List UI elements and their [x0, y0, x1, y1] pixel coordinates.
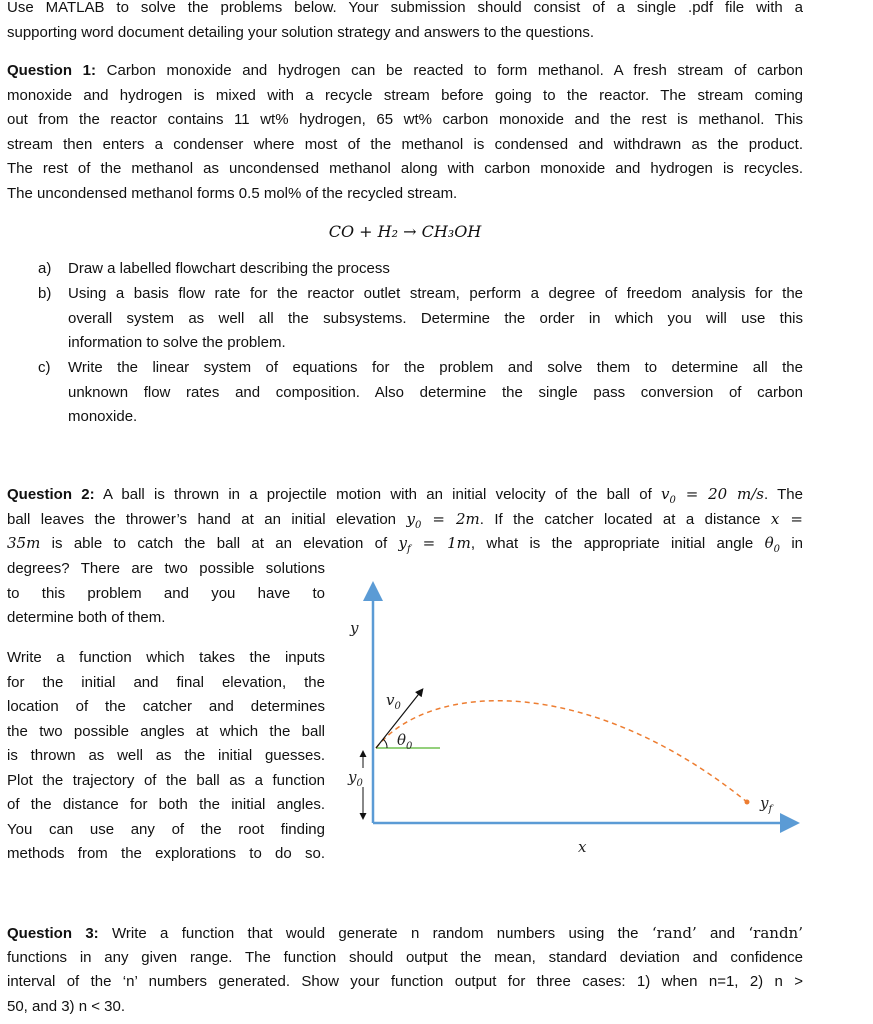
text-line — [7, 695, 325, 720]
text-run: . The — [764, 486, 803, 503]
x-axis-label: x — [578, 838, 587, 856]
text-run: ball leaves the thrower’s hand at an initial elevation — [7, 510, 407, 528]
question-1-paragraph — [7, 59, 803, 206]
text-line — [7, 84, 803, 109]
text-line — [7, 507, 803, 532]
math-expression: = 20 m/s — [675, 485, 765, 503]
text-line — [7, 818, 325, 843]
text-line — [68, 257, 803, 282]
question-2-task-paragraph — [7, 646, 325, 867]
yf-label: $y_f$ — [760, 794, 773, 815]
text-run: of the distance for both the initial angles. — [7, 796, 325, 813]
text-line — [7, 970, 803, 995]
text-line — [7, 582, 325, 607]
text-line — [7, 606, 325, 631]
text-run: methods from the explorations to do so. — [7, 845, 325, 862]
text-run: for the initial and final elevation, the — [7, 673, 325, 691]
item-text — [68, 257, 803, 282]
text-line — [7, 646, 325, 671]
text-run: Write a function that would generate n random numbers using the — [98, 925, 652, 942]
text-run: Using a basis flow rate for the reactor outlet stream, perform a degree of freedom analysis for the — [68, 285, 803, 302]
text-line — [7, 133, 803, 158]
text-run: in — [779, 535, 803, 552]
math-expression: 35m — [7, 534, 41, 552]
text-run: supporting word document detailing your solution strategy and answers to the questions. — [7, 23, 595, 41]
text-run: Write a function which takes the inputs — [7, 649, 325, 666]
math-expression: $\theta_0$ — [764, 534, 780, 555]
trajectory-curve — [376, 701, 747, 802]
text-line — [68, 381, 803, 406]
y-axis-label: y — [350, 619, 359, 637]
text-line — [7, 482, 803, 507]
code-term: ‘rand’ — [651, 924, 697, 942]
v0-label: $v_0$ — [386, 691, 401, 712]
item-label: a) — [38, 260, 52, 277]
text-run: overall system as well all the subsystems. Determine the order in which you will use this — [68, 309, 803, 327]
theta0-label: $\theta_0$ — [397, 731, 413, 752]
question-heading: Question 3: — [7, 925, 99, 942]
math-expression: x = — [770, 509, 803, 528]
text-run: Write the linear system of equations for the problem and solve them to determine all the — [68, 359, 803, 376]
text-line — [7, 744, 325, 769]
text-line — [7, 842, 325, 867]
text-line — [7, 182, 803, 207]
math-expression: = 2m — [421, 509, 480, 528]
text-run: . If the catcher located at a distance — [479, 510, 771, 528]
text-run: Carbon monoxide and hydrogen can be reacted to form methanol. A fresh stream of carbon — [96, 62, 803, 79]
text-run: information to solve the problem. — [68, 334, 286, 351]
text-run: 50, and 3) n < 30. — [7, 997, 126, 1015]
text-run: and — [696, 925, 749, 942]
question-2-left-column — [7, 557, 325, 631]
text-line — [7, 671, 325, 696]
text-run: determine both of them. — [7, 609, 166, 626]
text-line — [7, 0, 803, 21]
text-line — [68, 405, 803, 430]
item-text — [68, 356, 803, 430]
text-run: location of the catcher and determines — [7, 698, 325, 715]
question-1-item-a — [38, 257, 803, 282]
intro-paragraph — [7, 0, 803, 45]
catch-point — [745, 800, 750, 805]
text-run: unknown flow rates and composition. Also determine the single pass conversion of carbon — [68, 383, 803, 401]
text-run: You can use any of the root finding — [7, 820, 325, 838]
math-expression: $y_0$ — [406, 509, 422, 531]
text-line — [7, 531, 803, 556]
text-run: is able to catch the ball at an elevation of — [40, 535, 399, 552]
code-term: ‘randn’ — [748, 924, 803, 942]
text-run: out from the reactor contains 11 wt% hydrogen, 65 wt% carbon monoxide and the rest is methanol. This — [7, 111, 803, 128]
math-expression: $v_0$ — [661, 485, 676, 506]
question-heading: Question 2: — [7, 486, 95, 503]
text-line — [68, 282, 803, 307]
text-run: functions in any given range. The function should output the mean, standard deviation and confidence — [7, 948, 803, 966]
text-line — [7, 557, 325, 582]
text-run: monoxide and hydrogen is mixed with a recycle stream before going to the reactor. The stream coming — [7, 86, 803, 104]
item-label: c) — [38, 359, 51, 376]
text-line — [7, 157, 803, 182]
text-run: A ball is thrown in a projectile motion with an initial velocity of the ball of — [94, 486, 661, 503]
text-line — [7, 720, 325, 745]
text-run: Plot the trajectory of the ball as a function — [7, 771, 325, 789]
question-2-paragraph — [7, 482, 803, 556]
math-expression: $y_f$ — [398, 534, 411, 555]
text-run: the two possible angles at which the ball — [7, 722, 325, 740]
math-expression: = 1m — [410, 534, 471, 552]
item-label: b) — [38, 285, 52, 302]
question-heading: Question 1: — [7, 62, 97, 79]
text-line — [7, 946, 803, 971]
text-line — [7, 921, 803, 946]
text-line — [68, 331, 803, 356]
text-run: to this problem and you have to — [7, 584, 325, 602]
projectile-diagram — [340, 580, 810, 865]
text-run: interval of the ‘n’ numbers generated. Show your function output for three cases: 1) when n=1, 2) n > — [7, 973, 803, 990]
text-line — [7, 793, 325, 818]
question-1-item-c — [38, 356, 803, 430]
text-run: is thrown as well as the initial guesses. — [7, 747, 325, 764]
text-line — [68, 356, 803, 381]
text-line — [7, 59, 803, 84]
text-run: degrees? There are two possible solutions — [7, 560, 325, 577]
text-run: The uncondensed methanol forms 0.5 mol% of the recycled stream. — [7, 184, 458, 202]
text-run: Draw a labelled flowchart describing the process — [68, 260, 390, 277]
text-run: stream then enters a condenser where most of the methanol is condensed and withdrawn as the product. — [7, 135, 803, 153]
text-run: Use MATLAB to solve the problems below. Your submission should consist of a single .pdf file with a — [7, 0, 803, 16]
text-line — [7, 108, 803, 133]
text-run: , what is the appropriate initial angle — [470, 535, 765, 552]
y0-label: $y_0$ — [348, 768, 363, 789]
question-3-paragraph — [7, 921, 803, 1019]
text-line — [7, 995, 803, 1020]
item-text — [68, 282, 803, 356]
methanol-reaction-equation: CO + H₂ → CH₃OH — [328, 222, 482, 241]
question-1-item-b — [38, 282, 803, 356]
text-line — [7, 769, 325, 794]
text-line — [7, 21, 803, 46]
text-run: The rest of the methanol as uncondensed methanol along with carbon monoxide and hydrogen is recycles. — [7, 160, 803, 177]
text-run: monoxide. — [68, 408, 138, 425]
text-line — [68, 307, 803, 332]
